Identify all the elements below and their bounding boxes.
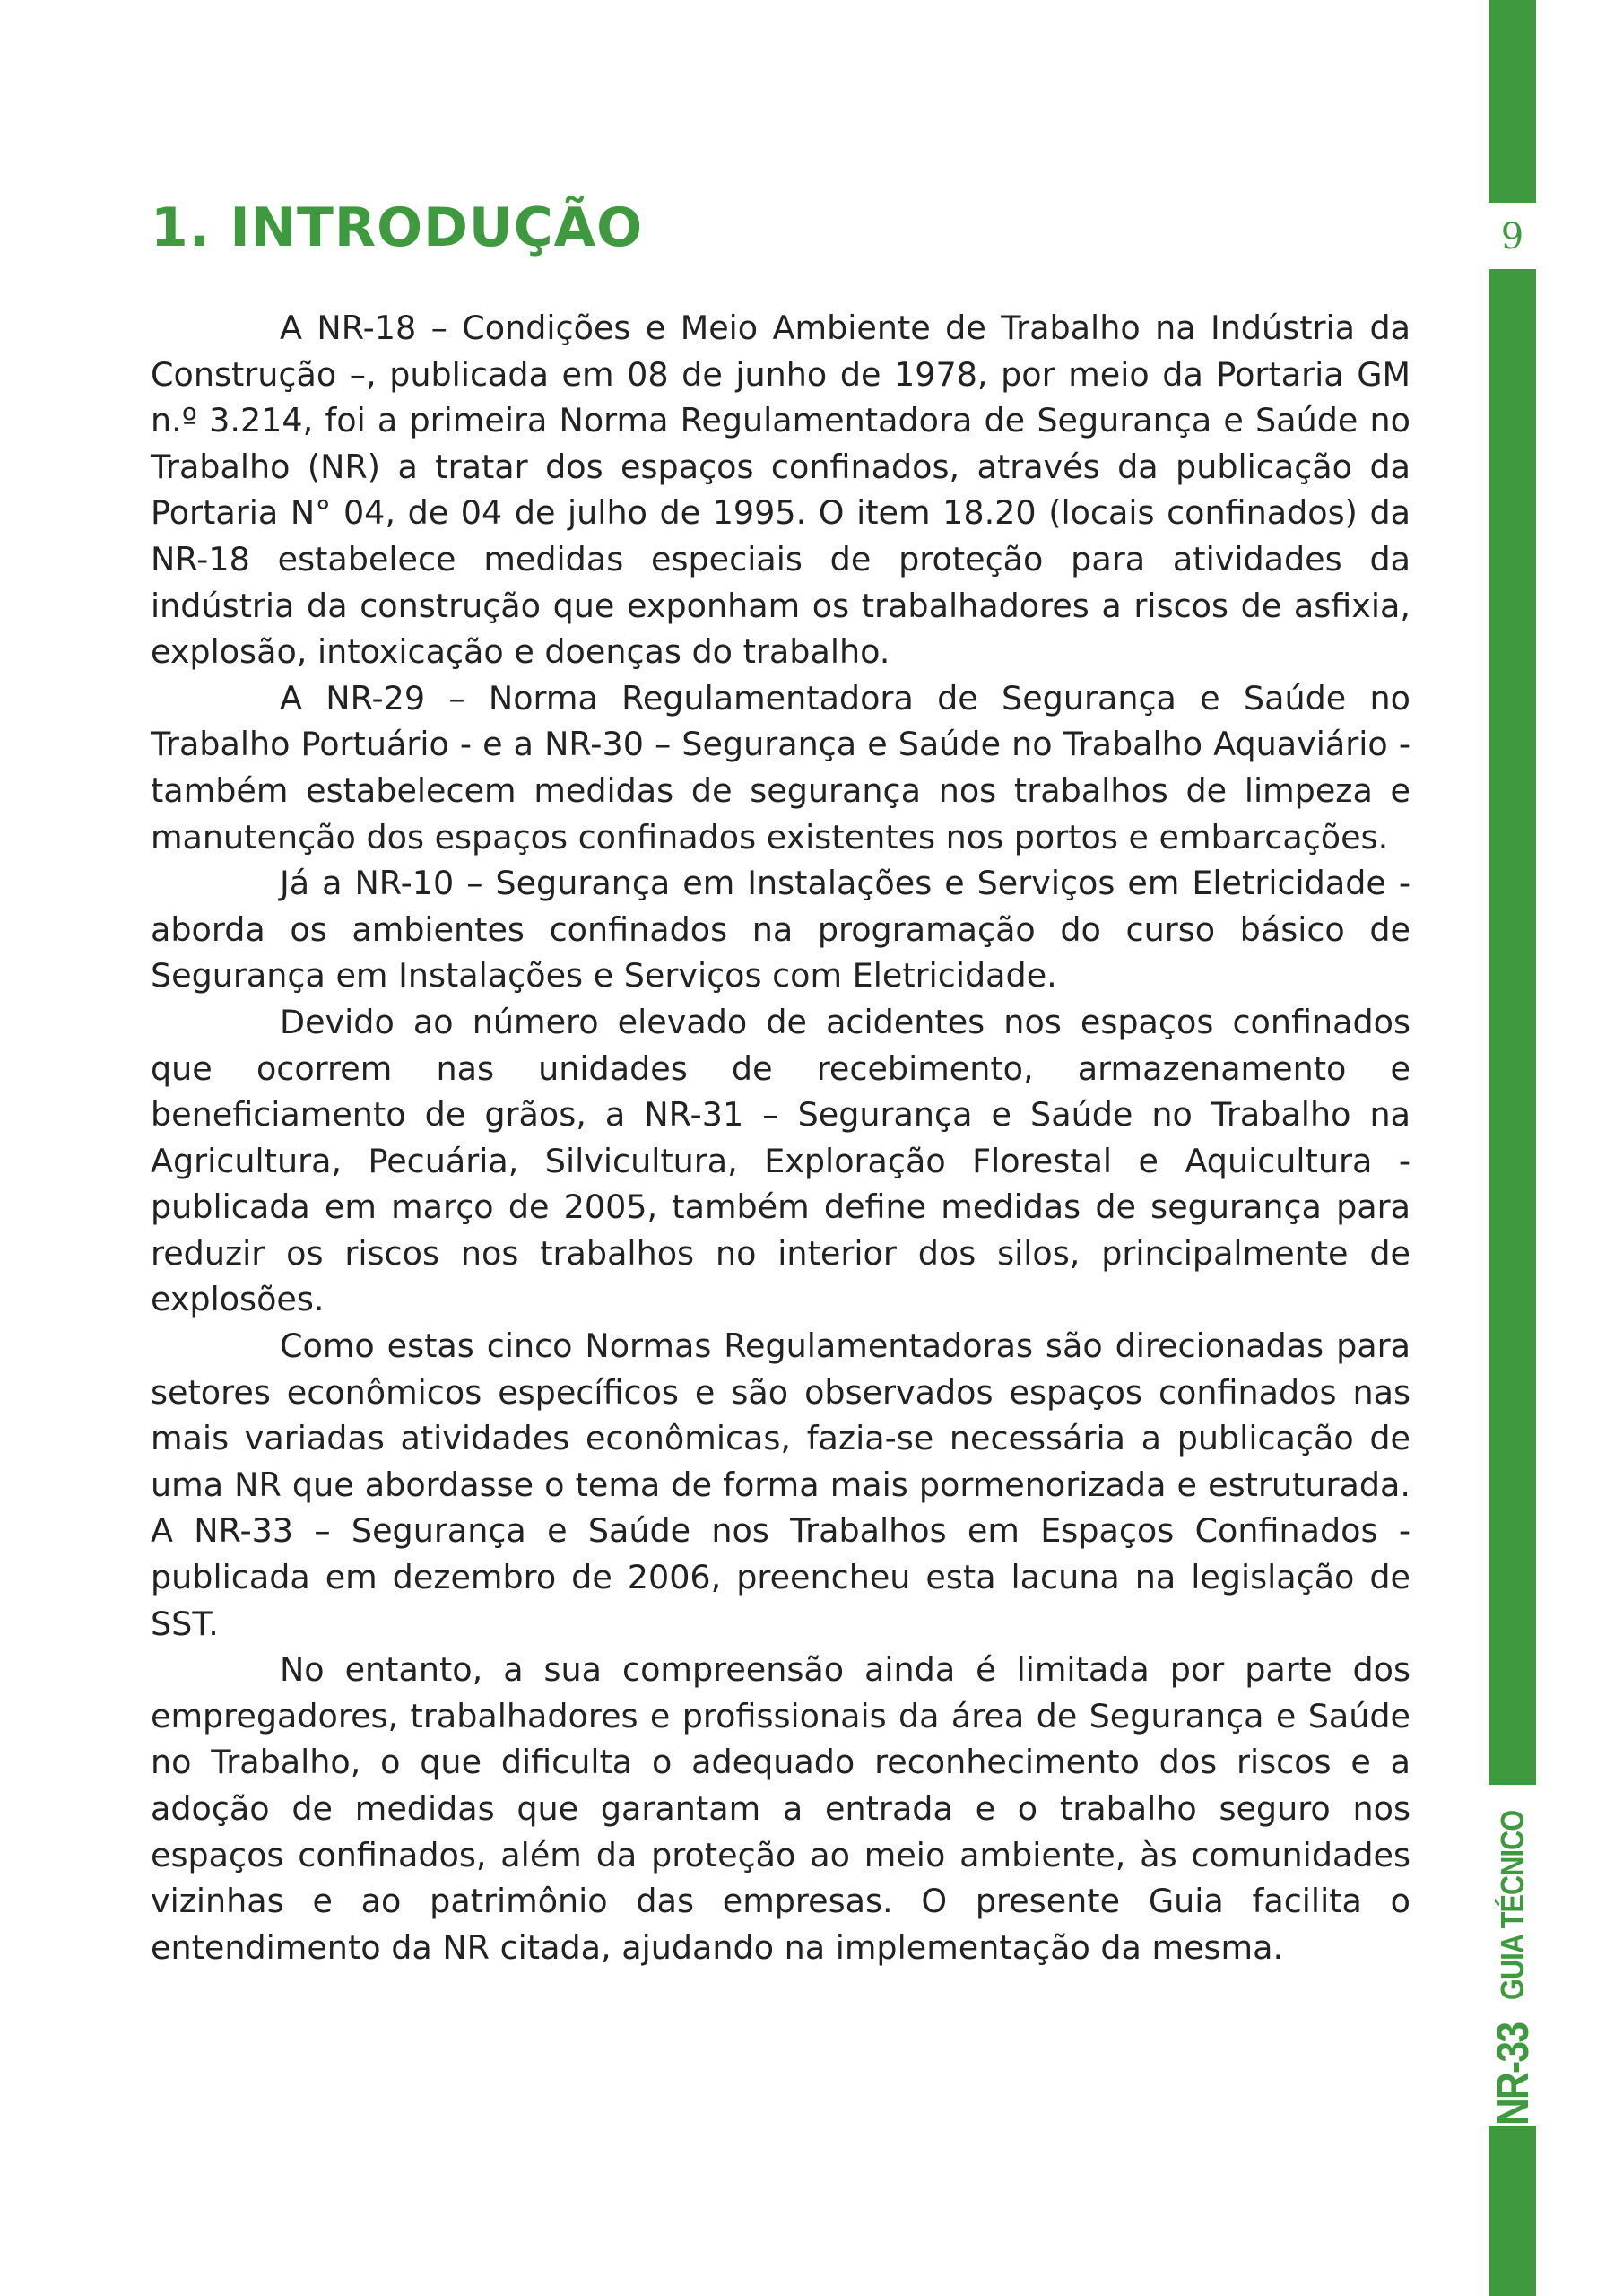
- side-label: [1475, 1785, 1550, 2126]
- page-title: 1. INTRODUÇÃO: [151, 196, 644, 259]
- side-label-guide: GUIA TÉCNICO: [1494, 1810, 1531, 2000]
- page-number: 9: [1500, 216, 1524, 257]
- side-label-nr: NR-33: [1488, 2022, 1538, 2126]
- paragraph-nr10: Já a NR-10 – Segurança em Instalações e Serviços em Eletricidade - aborda os ambientes confinados na programação do curso básico de Segurança em Instalações e Serviços com Eletricidade.: [151, 864, 1410, 996]
- paragraph-guide-purpose: No entanto, a sua compreensão ainda é limitada por parte dos empregadores, trabalhadores e profissionais da área de Segurança e Saúde no Trabalho, o que dificulta o adequado reconhecimento dos riscos e a adoção de medidas que garantam a entrada e o trabalho seguro nos espaços confinados, além da proteção ao meio ambiente, às comunidades vizinhas e ao patrimônio das empresas. O presente Guia facilita o entendimento da NR citada, ajudando na implementação da mesma.: [151, 1650, 1410, 1967]
- paragraph-nr29-nr30: A NR-29 – Norma Regulamentadora de Segurança e Saúde no Trabalho Portuário - e a NR-30 – Segurança e Saúde no Trabalho Aquaviário - também estabelecem medidas de segurança nos trabalhos de limpeza e manutenção dos espaços confinados existentes nos portos e embarcações.: [151, 678, 1410, 857]
- paragraph-nr31: Devido ao número elevado de acidentes nos espaços confinados que ocorrem nas unidades de recebimento, armazenamento e beneficiamento de grãos, a NR-31 – Segurança e Saúde no Trabalho na Agricultura, Pecuária, Silvicultura, Exploração Florestal e Aquicultura - publicada em março de 2005, também define medidas de segurança para reduzir os riscos nos trabalhos no interior dos silos, principalmente de explosões.: [151, 1002, 1410, 1319]
- paragraph-nr18: A NR-18 – Condições e Meio Ambiente de Trabalho na Indústria da Construção –, publicada em 08 de junho de 1978, por meio da Portaria GM n.º 3.214, foi a primeira Norma Regulamentadora de Segurança e Saúde no Trabalho (NR) a tratar dos espaços confinados, através da publicação da Portaria N° 04, de 04 de julho de 1995. O item 18.20 (locais confinados) da NR-18 estabelece medidas especiais de proteção para atividades da indústria da construção que exponham os trabalhadores a riscos de asfixia, explosão, intoxicação e doenças do trabalho.: [151, 309, 1410, 672]
- side-label-inner: [1475, 1785, 1550, 2126]
- paragraph-nr33: Como estas cinco Normas Regulamentadoras são direcionadas para setores econômicos específicos e são observados espaços confinados nas mais variadas atividades econômicas, fazia-se necessária a publicação de uma NR que abordasse o tema de forma mais pormenorizada e estruturada. A NR-33 – Segurança e Saúde nos Trabalhos em Espaços Confinados - publicada em dezembro de 2006, preencheu esta lacuna na legislação de SST.: [151, 1326, 1410, 1643]
- body-text: [151, 305, 1410, 1970]
- side-bar-top: [1489, 0, 1536, 203]
